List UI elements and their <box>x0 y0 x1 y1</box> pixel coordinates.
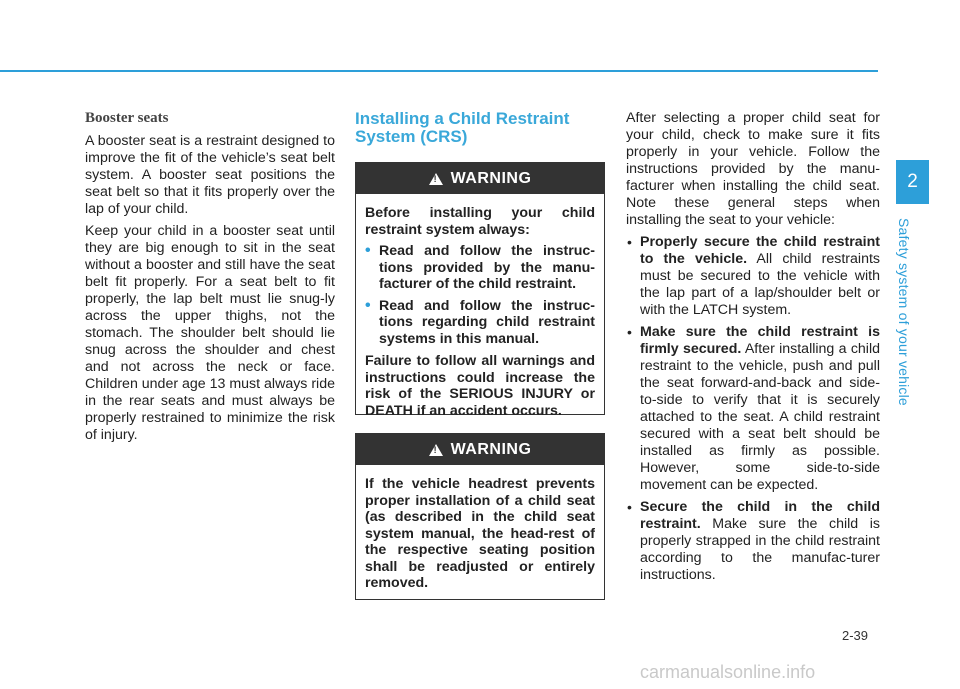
booster-para-2: Keep your child in a booster seat until they are big enough to sit in the seat without a booster and still have the seat belt fit properly. For a seat belt to fit properly, the lap belt must lie snug-ly across the upper thighs, not the stomach. The shoulder belt should lie snug across the shoulder and chest and not across the neck or face. Children under age 13 must always ride in the rear seats and must always be properly restrained to minimize the risk of injury. <box>85 223 335 443</box>
step-text: All child restraints must be secured to the vehicle with the lap part of a lap/shoulder belt or with the LATCH system. <box>640 251 880 318</box>
booster-para-1: A booster seat is a restraint designed to improve the fit of the vehicle’s seat belt system. A booster seat positions the seat belt so that it fits properly over the lap of your child. <box>85 133 335 217</box>
warning-list <box>365 243 595 347</box>
step-bold: Properly secure the child restraint to the vehicle. <box>640 234 880 267</box>
warning-outro: Failure to follow all warnings and instructions could increase the risk of the SERIOUS INJURY or DEATH if an accident occurs. <box>365 353 595 419</box>
warning-box-2 <box>355 433 605 600</box>
warning-text-2: If the vehicle headrest prevents proper installation of a child seat (as described in the child seat system manual, the head-rest of the respective seating position shall be readjusted or entirely removed. <box>365 476 595 591</box>
warning-list-item: • Read and follow the instruc-tions regarding child restraint systems in this manual. <box>365 298 595 348</box>
page-number: 2-39 <box>842 628 869 643</box>
step-text: Make sure the child is properly strapped in the child restraint according to the manufac-turer instructions. <box>640 516 880 583</box>
warning-header-1 <box>356 163 604 194</box>
warning-box-1 <box>355 162 605 419</box>
step-item <box>626 324 880 494</box>
warning-label-1: WARNING <box>450 170 532 187</box>
column-installation-steps <box>626 110 880 589</box>
steps-intro: After selecting a proper child seat for your child, check to make sure it fits properly in your vehicle. Follow the instructions provided by the manu-facturer when installing the child seat. Note these general steps when installing the seat to your vehicle: <box>626 110 880 228</box>
warning-list-item: • Read and follow the instruc-tions provided by the manu-facturer of the child restraint. <box>365 243 595 293</box>
step-text: After installing a child restraint to the vehicle, push and pull the seat forward-and-back and side-to-side to verify that it is securely attached to the seat. A child restraint secured with a seat belt should be installed as firmly as possible. However, some side-to-side movement can be expected. <box>640 341 880 493</box>
step-item <box>626 499 880 584</box>
chapter-side-title: Safety system of your vehicle <box>896 218 912 406</box>
warning-triangle-icon <box>429 444 443 456</box>
column-booster-seats <box>85 110 335 449</box>
step-bold: Secure the child in the child restraint. <box>640 499 880 532</box>
watermark: carmanualsonline.info <box>640 662 816 682</box>
column-installing-crs <box>355 109 605 591</box>
warning-header-2 <box>356 434 604 465</box>
top-rule <box>0 70 878 72</box>
chapter-tab: 2 <box>896 160 929 204</box>
warning-body-1 <box>356 194 604 419</box>
steps-list <box>626 234 880 584</box>
warning-triangle-icon <box>429 173 443 185</box>
step-bold: Make sure the child restraint is firmly secured. <box>640 324 880 357</box>
warning-body-2 <box>356 465 604 592</box>
step-item <box>626 234 880 319</box>
section-title: Installing a Child Restraint System (CRS) <box>355 109 570 146</box>
warning-label-2: WARNING <box>450 441 532 458</box>
booster-seats-heading: Booster seats <box>85 110 169 126</box>
warning-intro: Before installing your child restraint system always: <box>365 205 595 238</box>
